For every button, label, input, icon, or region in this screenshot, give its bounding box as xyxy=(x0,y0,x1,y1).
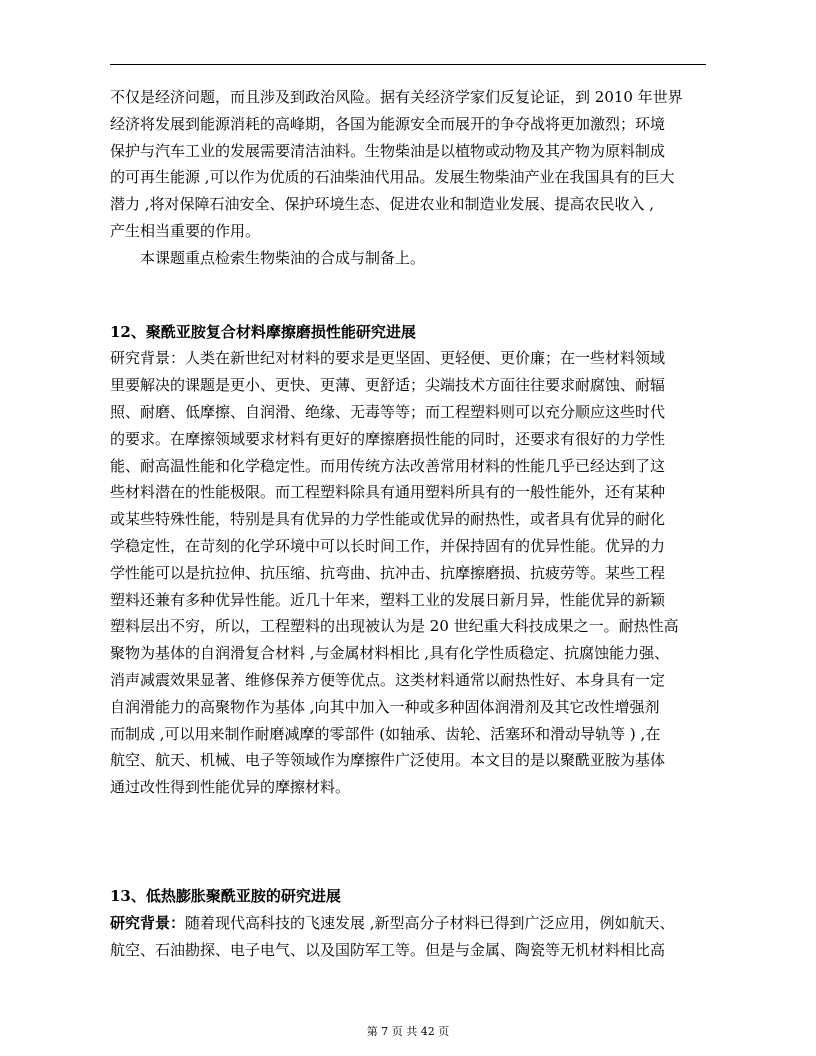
paragraph-line: 消声减震效果显著、维修保养方便等优点。这类材料通常以耐热性好、本身具有一定 xyxy=(110,670,666,689)
paragraph-line: 研究背景：人类在新世纪对材料的要求是更坚固、更轻便、更价廉；在一些材料领域 xyxy=(110,349,666,368)
paragraph-line: 塑料还兼有多种优异性能。近几十年来，塑料工业的发展日新月异，性能优异的新颖 xyxy=(110,590,666,609)
paragraph-line: 照、耐磨、低摩擦、自润滑、绝缘、无毒等等；而工程塑料则可以充分顺应这些时代 xyxy=(110,402,666,421)
paragraph-line: 而制成 ,可以用来制作耐磨减摩的零部件 (如轴承、齿轮、活塞环和滑动导轨等 ) ,在 xyxy=(110,724,661,743)
paragraph-line: 塑料层出不穷，所以，工程塑料的出现被认为是 20 世纪重大科技成果之一。耐热性高 xyxy=(110,617,679,636)
paragraph-line: 经济将发展到能源消耗的高峰期，各国为能源安全而展开的争夺战将更加激烈；环境 xyxy=(110,114,666,133)
paragraph-line: 产生相当重要的作用。 xyxy=(110,221,261,240)
section-12-title: 12、聚酰亚胺复合材料摩擦磨损性能研究进展 xyxy=(110,322,416,341)
paragraph-line: 航空、航天、机械、电子等领域作为摩擦件广泛使用。本文目的是以聚酰亚胺为基体 xyxy=(110,751,666,770)
paragraph-line: 不仅是经济问题，而且涉及到政治风险。据有关经济学家们反复论证，到 2010 年世界 xyxy=(110,88,683,106)
paragraph-line: 潜力 ,将对保障石油安全、保护环境生态、促进农业和制造业发展、提高农民收入 , xyxy=(110,195,655,214)
paragraph-line: 或某些特殊性能，特别是具有优异的力学性能或优异的耐热性，或者具有优异的耐化 xyxy=(110,510,666,529)
paragraph-line: 保护与汽车工业的发展需要清洁油料。生物柴油是以植物或动物及其产物为原料制成 xyxy=(110,141,666,160)
paragraph-line xyxy=(110,910,710,937)
header-rule xyxy=(110,64,706,65)
section-12 xyxy=(110,319,710,801)
paragraph-text: 随着现代高科技的飞速发展 ,新型高分子材料已得到广泛应用，例如航天、 xyxy=(185,913,675,932)
paragraph-line: 里要解决的课题是更小、更快、更薄、更舒适；尖端技术方面往往要求耐腐蚀、耐辐 xyxy=(110,376,666,395)
page-footer: 第 7 页 共 42 页 xyxy=(366,1025,450,1038)
paragraph-line: 的可再生能源 ,可以作为优质的石油柴油代用品。发展生物柴油产业在我国具有的巨大 xyxy=(110,168,675,187)
research-background-label: 研究背景： xyxy=(110,913,186,932)
paragraph-line: 航空、石油勘探、电子电气、以及国防军工等。但是与金属、陶瓷等无机材料相比高 xyxy=(110,940,666,959)
paragraph-line: 的要求。在摩擦领域要求材料有更好的摩擦磨损性能的同时，还要求有很好的力学性 xyxy=(110,429,666,448)
paragraph-line: 学性能可以是抗拉伸、抗压缩、抗弯曲、抗冲击、抗摩擦磨损、抗疲劳等。某些工程 xyxy=(110,563,666,582)
paragraph-line: 学稳定性，在苛刻的化学环境中可以长时间工作，并保持固有的优异性能。优异的力 xyxy=(110,536,666,555)
paragraph-line: 自润滑能力的高聚物作为基体 ,向其中加入一种或多种固体润滑剂及其它改性增强剂 xyxy=(110,697,660,716)
document-body xyxy=(110,84,710,963)
section-11-tail xyxy=(110,84,710,272)
focus-statement: 本课题重点检索生物柴油的合成与制备上。 xyxy=(140,248,426,267)
paragraph-line: 聚物为基体的自润滑复合材料 ,与金属材料相比 ,具有化学性质稳定、抗腐蚀能力强、 xyxy=(110,644,670,663)
paragraph-line: 能、耐高温性能和化学稳定性。而用传统方法改善常用材料的性能几乎已经达到了这 xyxy=(110,456,666,475)
section-13-title: 13、低热膨胀聚酰亚胺的研究进展 xyxy=(110,886,341,905)
paragraph-line: 通过改性得到性能优异的摩擦材料。 xyxy=(110,778,351,797)
paragraph-line: 些材料潜在的性能极限。而工程塑料除具有通用塑料所具有的一般性能外，还有某种 xyxy=(110,483,666,502)
section-13 xyxy=(110,883,710,963)
